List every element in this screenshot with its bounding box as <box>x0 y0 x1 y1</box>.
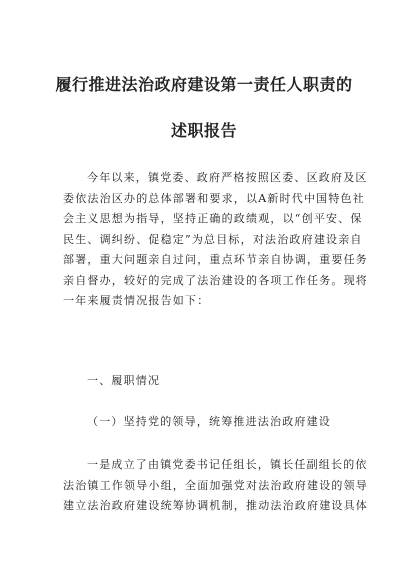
body-paragraph <box>63 455 368 517</box>
section-heading <box>63 371 348 392</box>
paragraph-line: 法治镇工作领导小组，全面加强党对法治政府建设的领导 <box>63 478 368 492</box>
paragraph-line: 委依法治区办的总体部署和要求，以A新时代中国特色社 <box>63 191 365 205</box>
subsection-heading-text: （一）坚持党的领导，统筹推进法治政府建设 <box>87 415 331 428</box>
paragraph-line: 一是成立了由镇党委书记任组长，镇长任副组长的依 <box>87 458 368 471</box>
paragraph-line: 亲自督办，较好的完成了法治建设的各项工作任务。现将 <box>63 273 368 287</box>
document-subtitle: 述职报告 <box>170 121 237 140</box>
paragraph-line: 今年以来，镇党委、政府严格按照区委、区政府及区 <box>87 171 368 184</box>
paragraph-line: 民生、调纠纷、促稳定”为总目标，对法治政府建设亲自 <box>63 232 363 246</box>
paragraph-line: 一年来履责情况报告如下： <box>63 294 210 307</box>
document-title: 履行推进法治政府建设第一责任人职责的 <box>55 75 353 94</box>
section-heading-text: 一、履职情况 <box>87 374 161 387</box>
paragraph-line: 部署，重大问题亲自过问，重点环节亲自协调，重要任务 <box>63 253 368 266</box>
intro-paragraph <box>63 168 368 312</box>
paragraph-line: 会主义思想为指导，坚持正确的政绩观，以“创平安、保 <box>63 212 363 225</box>
paragraph-line: 建立法治政府建设统筹协调机制，推动法治政府建设具体 <box>63 499 368 512</box>
subsection-heading <box>63 412 348 433</box>
